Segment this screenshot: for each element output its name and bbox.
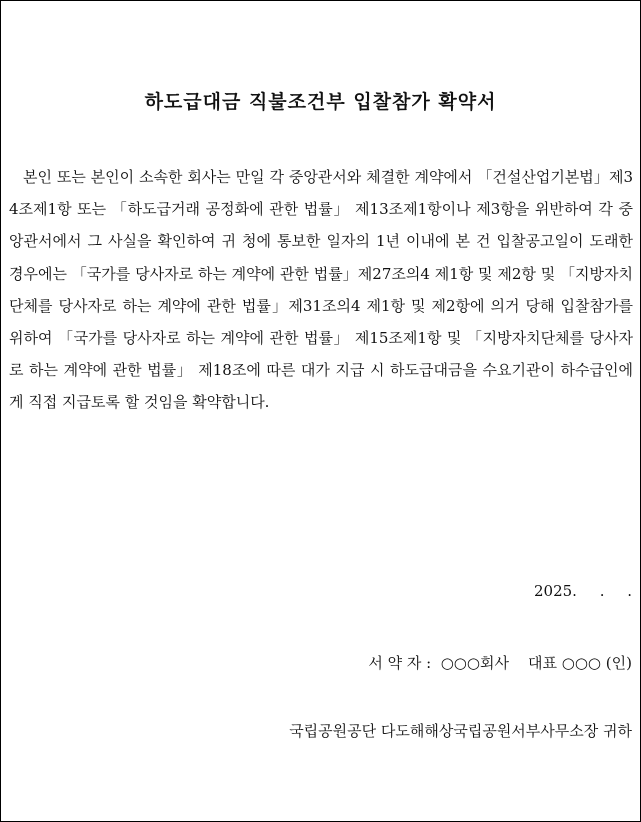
document-title: 하도급대금 직불조건부 입찰참가 확약서	[144, 91, 497, 113]
addressee-line: 국립공원공단 다도해해상국립공원서부사무소장 귀하	[289, 722, 632, 740]
signer-line: 서 약 자 : ○○○회사 대표 ○○○ (인)	[368, 654, 632, 672]
pledge-body-text: 본인 또는 본인이 소속한 회사는 만일 각 중앙관서와 체결한 계약에서 「건설산업기본법」제34조제1항 또는 「하도급거래 공정화에 관한 법률」 제13조제1항이나 제3항을 위반하여 각 중앙관서에서 그 사실을 확인하여 귀 청에 통보한 일자의 1년 이내에 본 건 입찰공고일이 도래한 경우에는 「국가를 당사자로 하는 계약에 관한 법률」제27조의4 제1항 및 제2항 및 「지방자치단체를 당사자로 하는 계약에 관한 법률」제31조의4 제1항 및 제2항에 의거 당해 입찰참가를 위하여 「국가를 당사자로 하는 계약에 관한 법률」 제15조제1항 및 「지방자치단체를 당사자로 하는 계약에 관한 법률」 제18조에 따른 대가 지급 시 하도급대금을 수요기관이 하수급인에게 직접 지급토록 할 것임을 확약합니다.	[9, 168, 633, 412]
date-line: 2025. . .	[533, 582, 632, 600]
